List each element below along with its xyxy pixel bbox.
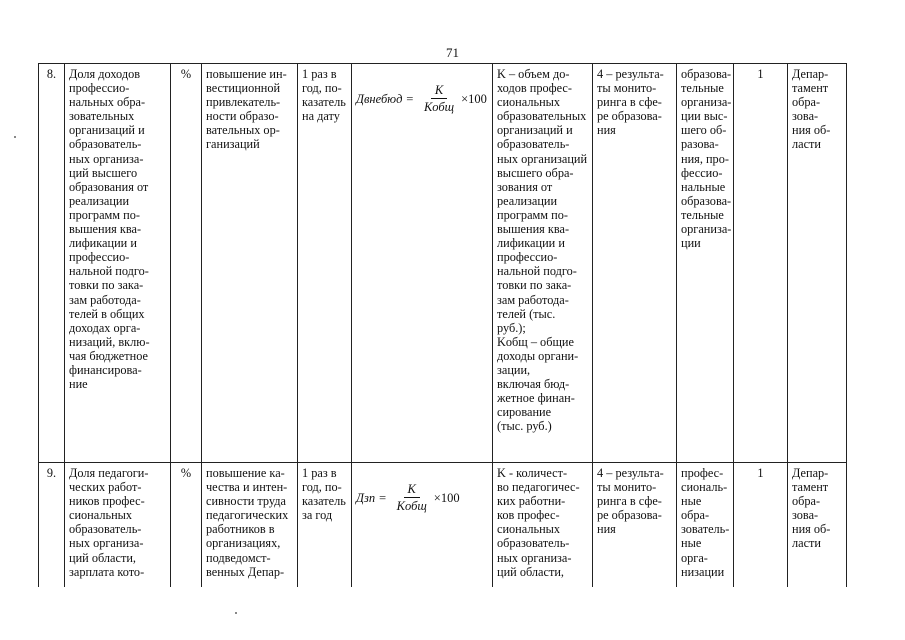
row-number: 8. bbox=[39, 64, 65, 463]
data-source: 4 – результа- ты монито- ринга в сфе- ре образова- ния bbox=[593, 64, 677, 463]
goal: повышение ка- чества и интен- сивности труда педагогических работников в организациях, подведомст- венных Депар- bbox=[202, 463, 298, 588]
formula-cell bbox=[352, 463, 493, 588]
page-number: 71 bbox=[446, 45, 459, 60]
goal: повышение ин- вестиционной привлекатель- ности образо- вательных ор- ганизаций bbox=[202, 64, 298, 463]
formula-multiplier: ×100 bbox=[461, 91, 487, 106]
formula-denominator: Kобщ bbox=[396, 499, 427, 514]
scan-speck bbox=[235, 612, 237, 614]
responsible: Депар- тамент обра- зова- ния об- ласти bbox=[788, 64, 847, 463]
indicators-table bbox=[38, 63, 847, 587]
formula-multiplier: ×100 bbox=[433, 490, 460, 505]
formula bbox=[356, 482, 488, 513]
responsible: Депар- тамент обра- зова- ния об- ласти bbox=[788, 463, 847, 588]
object: образова- тельные организа- ции выс- шего об- разова- ния, про- фессио- нальные образова- тельные организа- ции bbox=[677, 64, 734, 463]
formula-lhs: Двнебюд = bbox=[356, 91, 414, 106]
table-row bbox=[39, 463, 847, 588]
formula-lhs: Дзп = bbox=[356, 490, 387, 505]
table-row bbox=[39, 64, 847, 463]
formula-numerator: K bbox=[431, 83, 447, 99]
formula-numerator: K bbox=[404, 482, 420, 498]
formula-denominator: Kобщ bbox=[423, 100, 455, 115]
scan-speck bbox=[14, 136, 16, 138]
indicator-name: Доля доходов профессио- нальных обра- зовательных организаций и образователь- ных организа- ций высшего образования от реализации программ по- вышения ква- лификации и профессио- нальной подго- товки по зака- зам работода- телей в общих доходах орга- низаций, вклю- чая бюджетное финансирова- ние bbox=[65, 64, 171, 463]
object: профес- сиональ- ные обра- зователь- ные орга- низации bbox=[677, 463, 734, 588]
unit: % bbox=[171, 463, 202, 588]
row-number: 9. bbox=[39, 463, 65, 588]
formula-fraction bbox=[420, 83, 458, 114]
level: 1 bbox=[734, 64, 788, 463]
formula bbox=[356, 83, 488, 114]
definition: K - количест- во педагогичес- ких работни- ков профес- сиональных образователь- ных организа- ций области, bbox=[493, 463, 593, 588]
unit: % bbox=[171, 64, 202, 463]
formula-cell bbox=[352, 64, 493, 463]
frequency: 1 раз в год, по- казатель на дату bbox=[298, 64, 352, 463]
data-source: 4 – результа- ты монито- ринга в сфе- ре образова- ния bbox=[593, 463, 677, 588]
frequency: 1 раз в год, по- казатель за год bbox=[298, 463, 352, 588]
definition: K – объем до- ходов профес- сиональных образовательных организаций и образователь- ных организаций высшего обра- зования от реализации программ по- вышения ква- лификации и профессио- нальной подго- товки по зака- зам работода- телей (тыс. руб.); Kобщ – общие доходы органи- зации, включая бюд- жетное финан- сирование (тыс. руб.) bbox=[493, 64, 593, 463]
level: 1 bbox=[734, 463, 788, 588]
indicator-name: Доля педагоги- ческих работ- ников профес- сиональных образователь- ных организа- ций области, зарплата кото- bbox=[65, 463, 171, 588]
formula-fraction bbox=[393, 482, 431, 513]
